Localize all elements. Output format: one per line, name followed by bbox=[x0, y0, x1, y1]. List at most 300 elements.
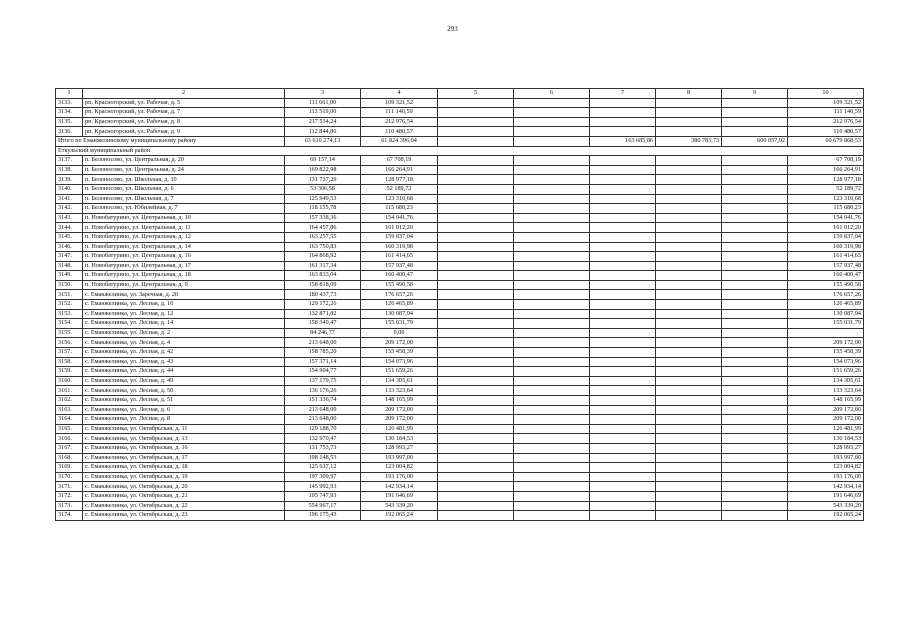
cell-c3: 213 648,00 bbox=[285, 415, 361, 425]
cell-c3: 213 648,00 bbox=[285, 405, 361, 415]
section-label: Еткульский муниципальный район bbox=[56, 146, 864, 156]
row-number: 3146. bbox=[56, 242, 83, 252]
cell-c7 bbox=[590, 501, 656, 511]
cell-c4: 128 993,27 bbox=[361, 443, 438, 453]
cell-c3: 151 336,74 bbox=[285, 396, 361, 406]
cell-c6 bbox=[514, 424, 590, 434]
cell-c9 bbox=[722, 348, 788, 358]
cell-c4: 191 646,69 bbox=[361, 491, 438, 501]
cell-c10: 155 490,58 bbox=[788, 280, 864, 290]
cell-c6 bbox=[514, 309, 590, 319]
cell-c8 bbox=[656, 338, 722, 348]
cell-c9 bbox=[722, 184, 788, 194]
cell-c3: 158 818,09 bbox=[285, 280, 361, 290]
cell-c5 bbox=[438, 482, 514, 492]
cell-c7 bbox=[590, 396, 656, 406]
cell-c6 bbox=[514, 252, 590, 262]
cell-c10: 134 305,61 bbox=[788, 376, 864, 386]
address-cell: п. Белоносово, ул. Школьная, д. 10 bbox=[83, 175, 285, 185]
cell-c5 bbox=[438, 367, 514, 377]
cell-c8 bbox=[656, 98, 722, 108]
cell-c5 bbox=[438, 501, 514, 511]
cell-c8: 380 783,73 bbox=[656, 136, 722, 146]
cell-c3: 158 349,47 bbox=[285, 319, 361, 329]
cell-c4: 123 004,82 bbox=[361, 463, 438, 473]
cell-c6 bbox=[514, 223, 590, 233]
row-number: 3161. bbox=[56, 386, 83, 396]
cell-c8 bbox=[656, 405, 722, 415]
row-number: 3168. bbox=[56, 453, 83, 463]
cell-c3: 125 949,53 bbox=[285, 194, 361, 204]
cell-c7 bbox=[590, 491, 656, 501]
table-row bbox=[56, 232, 864, 242]
cell-c10: 209 172,00 bbox=[788, 405, 864, 415]
cell-c4: 123 310,68 bbox=[361, 194, 438, 204]
cell-c4: 128 977,18 bbox=[361, 175, 438, 185]
cell-c6 bbox=[514, 165, 590, 175]
cell-c10: 154 041,76 bbox=[788, 213, 864, 223]
cell-c5 bbox=[438, 376, 514, 386]
address-cell: с. Еманжелинка, ул. Лесная, д. 8 bbox=[83, 415, 285, 425]
cell-c10: 161 012,20 bbox=[788, 223, 864, 233]
cell-c5 bbox=[438, 280, 514, 290]
cell-c7 bbox=[590, 300, 656, 310]
cell-c5 bbox=[438, 261, 514, 271]
cell-c3: 63 610 274,13 bbox=[285, 136, 361, 146]
cell-c4: 193 176,00 bbox=[361, 472, 438, 482]
address-cell: с. Еманжелинка, ул. Октябрьская, д. 21 bbox=[83, 491, 285, 501]
row-number: 3153. bbox=[56, 309, 83, 319]
cell-c4: 209 172,00 bbox=[361, 405, 438, 415]
cell-c10: 115 680,23 bbox=[788, 204, 864, 214]
cell-c10: 193 176,00 bbox=[788, 472, 864, 482]
cell-c8 bbox=[656, 386, 722, 396]
cell-c4: 543 339,20 bbox=[361, 501, 438, 511]
cell-c7 bbox=[590, 213, 656, 223]
cell-c3: 164 868,92 bbox=[285, 252, 361, 262]
cell-c7 bbox=[590, 108, 656, 118]
cell-c7 bbox=[590, 204, 656, 214]
cell-c8 bbox=[656, 376, 722, 386]
row-number: 3169. bbox=[56, 463, 83, 473]
row-number: 3156. bbox=[56, 338, 83, 348]
cell-c4: 192 065,24 bbox=[361, 511, 438, 521]
column-header: 6 bbox=[514, 89, 590, 99]
cell-c5 bbox=[438, 405, 514, 415]
cell-c8 bbox=[656, 117, 722, 127]
cell-c4: 155 031,79 bbox=[361, 319, 438, 329]
cell-c10: 123 310,68 bbox=[788, 194, 864, 204]
row-number: 3172. bbox=[56, 491, 83, 501]
cell-c10: 67 708,19 bbox=[788, 156, 864, 166]
cell-c8 bbox=[656, 348, 722, 358]
cell-c3: 137 179,75 bbox=[285, 376, 361, 386]
address-cell: с. Еманжелинка, ул. Октябрьская, д. 19 bbox=[83, 472, 285, 482]
cell-c10: 151 659,26 bbox=[788, 367, 864, 377]
cell-c7: 163 685,86 bbox=[590, 136, 656, 146]
column-header: 5 bbox=[438, 89, 514, 99]
cell-c4: 212 976,54 bbox=[361, 117, 438, 127]
cell-c3: 69 157,14 bbox=[285, 156, 361, 166]
row-number: 3134. bbox=[56, 108, 83, 118]
cell-c4: 109 321,52 bbox=[361, 98, 438, 108]
cell-c3: 163 833,04 bbox=[285, 271, 361, 281]
address-cell: с. Еманжелинка, ул. Лесная, д. 51 bbox=[83, 396, 285, 406]
cell-c8 bbox=[656, 357, 722, 367]
cell-c9 bbox=[722, 501, 788, 511]
address-cell: с. Еманжелинка, ул. Октябрьская, д. 20 bbox=[83, 482, 285, 492]
cell-c5 bbox=[438, 184, 514, 194]
address-cell: с. Еманжелинка, ул. Лесная, д. 4 bbox=[83, 338, 285, 348]
cell-c9 bbox=[722, 396, 788, 406]
cell-c7 bbox=[590, 175, 656, 185]
cell-c5 bbox=[438, 396, 514, 406]
cell-c5 bbox=[438, 415, 514, 425]
cell-c6 bbox=[514, 127, 590, 137]
cell-c6 bbox=[514, 261, 590, 271]
row-number: 3139. bbox=[56, 175, 83, 185]
table-row bbox=[56, 98, 864, 108]
table-row bbox=[56, 501, 864, 511]
cell-c8 bbox=[656, 280, 722, 290]
table-row bbox=[56, 319, 864, 329]
row-number: 3158. bbox=[56, 357, 83, 367]
cell-c10: 160 400,47 bbox=[788, 271, 864, 281]
cell-c5 bbox=[438, 271, 514, 281]
cell-c3: 53 306,58 bbox=[285, 184, 361, 194]
cell-c10: 176 657,26 bbox=[788, 290, 864, 300]
row-number: 3159. bbox=[56, 367, 83, 377]
table-row bbox=[56, 472, 864, 482]
cell-c9 bbox=[722, 127, 788, 137]
cell-c4: 166 264,91 bbox=[361, 165, 438, 175]
cell-c3: 163 257,55 bbox=[285, 232, 361, 242]
cell-c7 bbox=[590, 472, 656, 482]
cell-c6 bbox=[514, 280, 590, 290]
cell-c4: 52 189,72 bbox=[361, 184, 438, 194]
cell-c9 bbox=[722, 491, 788, 501]
cell-c7 bbox=[590, 98, 656, 108]
row-number: 3149. bbox=[56, 271, 83, 281]
table-body bbox=[56, 89, 864, 521]
cell-c4: 155 490,58 bbox=[361, 280, 438, 290]
address-cell: с. Еманжелинка, ул. Лесная, д. 42 bbox=[83, 348, 285, 358]
cell-c3: 161 317,34 bbox=[285, 261, 361, 271]
cell-c7 bbox=[590, 434, 656, 444]
table-row bbox=[56, 405, 864, 415]
table-row bbox=[56, 165, 864, 175]
table-row bbox=[56, 443, 864, 453]
table-row bbox=[56, 194, 864, 204]
cell-c6 bbox=[514, 376, 590, 386]
table-row bbox=[56, 204, 864, 214]
cell-c3: 163 750,83 bbox=[285, 242, 361, 252]
cell-c7 bbox=[590, 127, 656, 137]
cell-c5 bbox=[438, 386, 514, 396]
cell-c10: 123 004,82 bbox=[788, 463, 864, 473]
column-header: 3 bbox=[285, 89, 361, 99]
cell-c9 bbox=[722, 271, 788, 281]
cell-c5 bbox=[438, 348, 514, 358]
column-header: 4 bbox=[361, 89, 438, 99]
cell-c6 bbox=[514, 213, 590, 223]
cell-c4: 133 323,64 bbox=[361, 386, 438, 396]
address-cell: с. Еманжелинка, ул. Октябрьская, д. 16 bbox=[83, 443, 285, 453]
cell-c5 bbox=[438, 453, 514, 463]
cell-c4: 160 319,98 bbox=[361, 242, 438, 252]
cell-c4: 176 657,26 bbox=[361, 290, 438, 300]
cell-c9 bbox=[722, 98, 788, 108]
cell-c4: 67 708,19 bbox=[361, 156, 438, 166]
cell-c7 bbox=[590, 165, 656, 175]
cell-c5 bbox=[438, 463, 514, 473]
row-number: 3144. bbox=[56, 223, 83, 233]
cell-c4: 126 465,89 bbox=[361, 300, 438, 310]
cell-c10: 193 997,00 bbox=[788, 453, 864, 463]
cell-c8 bbox=[656, 223, 722, 233]
cell-c9 bbox=[722, 511, 788, 521]
row-number: 3173. bbox=[56, 501, 83, 511]
cell-c9 bbox=[722, 213, 788, 223]
row-number: 3142. bbox=[56, 204, 83, 214]
cell-c8 bbox=[656, 194, 722, 204]
row-number: 3166. bbox=[56, 434, 83, 444]
cell-c4: 110 480,57 bbox=[361, 127, 438, 137]
table-row bbox=[56, 511, 864, 521]
cell-c7 bbox=[590, 252, 656, 262]
cell-c4: 155 458,39 bbox=[361, 348, 438, 358]
address-cell: рп. Красногорский, ул. Рабочая, д. 9 bbox=[83, 127, 285, 137]
address-cell: с. Еманжелинка, ул. Лесная, д. 6 bbox=[83, 405, 285, 415]
cell-c9 bbox=[722, 252, 788, 262]
cell-c6 bbox=[514, 156, 590, 166]
cell-c10: 148 165,99 bbox=[788, 396, 864, 406]
cell-c3: 157 371,14 bbox=[285, 357, 361, 367]
cell-c6 bbox=[514, 491, 590, 501]
cell-c8 bbox=[656, 415, 722, 425]
cell-c6 bbox=[514, 338, 590, 348]
cell-c7 bbox=[590, 415, 656, 425]
table-row bbox=[56, 223, 864, 233]
row-number: 3147. bbox=[56, 252, 83, 262]
cell-c8 bbox=[656, 261, 722, 271]
cell-c6 bbox=[514, 415, 590, 425]
address-cell: с. Еманжелинка, ул. Октябрьская, д. 22 bbox=[83, 501, 285, 511]
cell-c6 bbox=[514, 434, 590, 444]
address-cell: с. Еманжелинка, ул. Лесная, д. 2 bbox=[83, 328, 285, 338]
cell-c8 bbox=[656, 328, 722, 338]
cell-c5 bbox=[438, 232, 514, 242]
cell-c10 bbox=[788, 328, 864, 338]
table-row bbox=[56, 386, 864, 396]
cell-c9 bbox=[722, 415, 788, 425]
cell-c8 bbox=[656, 252, 722, 262]
cell-c5 bbox=[438, 252, 514, 262]
cell-c10: 126 481,99 bbox=[788, 424, 864, 434]
cell-c10: 128 977,18 bbox=[788, 175, 864, 185]
cell-c9 bbox=[722, 453, 788, 463]
cell-c3: 136 176,26 bbox=[285, 386, 361, 396]
cell-c6 bbox=[514, 386, 590, 396]
cell-c3: 112 844,86 bbox=[285, 127, 361, 137]
cell-c9 bbox=[722, 338, 788, 348]
row-number: 3133. bbox=[56, 98, 83, 108]
cell-c9 bbox=[722, 300, 788, 310]
cell-c8 bbox=[656, 165, 722, 175]
cell-c8 bbox=[656, 453, 722, 463]
cell-c7 bbox=[590, 184, 656, 194]
cell-c3: 180 437,73 bbox=[285, 290, 361, 300]
cell-c8 bbox=[656, 271, 722, 281]
cell-c6 bbox=[514, 472, 590, 482]
row-number: 3154. bbox=[56, 319, 83, 329]
cell-c7 bbox=[590, 290, 656, 300]
cell-c9 bbox=[722, 261, 788, 271]
cell-c7 bbox=[590, 261, 656, 271]
table-row bbox=[56, 271, 864, 281]
row-number: 3160. bbox=[56, 376, 83, 386]
cell-c6 bbox=[514, 136, 590, 146]
table-row bbox=[56, 117, 864, 127]
cell-c9 bbox=[722, 309, 788, 319]
cell-c9 bbox=[722, 290, 788, 300]
cell-c10: 166 264,91 bbox=[788, 165, 864, 175]
table-row bbox=[56, 127, 864, 137]
cell-c6 bbox=[514, 290, 590, 300]
row-number: 3145. bbox=[56, 232, 83, 242]
row-number: 3143. bbox=[56, 213, 83, 223]
cell-c5 bbox=[438, 127, 514, 137]
row-number: 3140. bbox=[56, 184, 83, 194]
address-cell: с. Еманжелинка, ул. Октябрьская, д. 23 bbox=[83, 511, 285, 521]
cell-c7 bbox=[590, 482, 656, 492]
cell-c10: 159 837,04 bbox=[788, 232, 864, 242]
cell-c4: 134 305,61 bbox=[361, 376, 438, 386]
address-cell: п. Новобатурино, ул. Центральная, д. 11 bbox=[83, 223, 285, 233]
cell-c3: 132 970,47 bbox=[285, 434, 361, 444]
cell-c3: 118 155,78 bbox=[285, 204, 361, 214]
column-header: 1 bbox=[56, 89, 83, 99]
address-cell: п. Белоносово, ул. Юбилейная, д. 7 bbox=[83, 204, 285, 214]
row-number: 3141. bbox=[56, 194, 83, 204]
cell-c8 bbox=[656, 491, 722, 501]
cell-c3: 129 172,26 bbox=[285, 300, 361, 310]
cell-c4: 111 140,59 bbox=[361, 108, 438, 118]
cell-c3: 196 175,43 bbox=[285, 511, 361, 521]
address-cell: с. Еманжелинка, ул. Лесная, д. 49 bbox=[83, 376, 285, 386]
cell-c10: 192 065,24 bbox=[788, 511, 864, 521]
cell-c5 bbox=[438, 204, 514, 214]
table-row bbox=[56, 213, 864, 223]
section-row bbox=[56, 146, 864, 156]
cell-c7 bbox=[590, 367, 656, 377]
cell-c10: 155 031,79 bbox=[788, 319, 864, 329]
cell-c8 bbox=[656, 175, 722, 185]
cell-c10: 154 073,96 bbox=[788, 357, 864, 367]
address-cell: с. Еманжелинка, ул. Лесная, д. 10 bbox=[83, 300, 285, 310]
table-row bbox=[56, 376, 864, 386]
cell-c6 bbox=[514, 300, 590, 310]
address-cell: п. Белоносово, ул. Школьная, д. 6 bbox=[83, 184, 285, 194]
cell-c5 bbox=[438, 213, 514, 223]
cell-c8 bbox=[656, 501, 722, 511]
cell-c5 bbox=[438, 165, 514, 175]
address-cell: рп. Красногорский, ул. Рабочая, д. 8 bbox=[83, 117, 285, 127]
table-row bbox=[56, 396, 864, 406]
cell-c7 bbox=[590, 232, 656, 242]
address-cell: с. Еманжелинка, ул. Октябрьская, д. 13 bbox=[83, 434, 285, 444]
cell-c4: 130 087,94 bbox=[361, 309, 438, 319]
row-number: 3174. bbox=[56, 511, 83, 521]
cell-c6 bbox=[514, 396, 590, 406]
cell-c6 bbox=[514, 501, 590, 511]
cell-c9 bbox=[722, 175, 788, 185]
cell-c3: 125 637,12 bbox=[285, 463, 361, 473]
cell-c10: 209 172,00 bbox=[788, 415, 864, 425]
cell-c10: 130 087,94 bbox=[788, 309, 864, 319]
cell-c9 bbox=[722, 434, 788, 444]
table-row bbox=[56, 290, 864, 300]
table-row bbox=[56, 463, 864, 473]
cell-c9 bbox=[722, 194, 788, 204]
row-number: 3167. bbox=[56, 443, 83, 453]
table-row bbox=[56, 328, 864, 338]
cell-c4: 151 659,26 bbox=[361, 367, 438, 377]
address-cell: с. Еманжелинка, ул. Лесная, д. 14 bbox=[83, 319, 285, 329]
cell-c7 bbox=[590, 357, 656, 367]
cell-c4: 130 184,53 bbox=[361, 434, 438, 444]
cell-c9 bbox=[722, 443, 788, 453]
cell-c6 bbox=[514, 453, 590, 463]
cell-c5 bbox=[438, 434, 514, 444]
address-cell: п. Новобатурино, ул. Центральная, д. 14 bbox=[83, 242, 285, 252]
cell-c9 bbox=[722, 165, 788, 175]
cell-c3: 213 648,00 bbox=[285, 338, 361, 348]
row-number: 3136. bbox=[56, 127, 83, 137]
cell-c7 bbox=[590, 194, 656, 204]
cell-c9 bbox=[722, 280, 788, 290]
cell-c4: 209 172,00 bbox=[361, 415, 438, 425]
cell-c10: 130 184,53 bbox=[788, 434, 864, 444]
row-number: 3164. bbox=[56, 415, 83, 425]
cell-c4: 0,00 bbox=[361, 328, 438, 338]
cell-c5 bbox=[438, 309, 514, 319]
cell-c7 bbox=[590, 309, 656, 319]
address-cell: с. Еманжелинка, ул. Октябрьская, д. 11 bbox=[83, 424, 285, 434]
table-row bbox=[56, 482, 864, 492]
cell-c3: 111 661,00 bbox=[285, 98, 361, 108]
cell-c5 bbox=[438, 194, 514, 204]
address-cell: рп. Красногорский, ул. Рабочая, д. 5 bbox=[83, 98, 285, 108]
cell-c9 bbox=[722, 204, 788, 214]
cell-c7 bbox=[590, 338, 656, 348]
cell-c5 bbox=[438, 156, 514, 166]
cell-c3: 217 534,24 bbox=[285, 117, 361, 127]
cell-c3: 197 309,97 bbox=[285, 472, 361, 482]
address-cell: п. Новобатурино, ул. Центральная, д. 18 bbox=[83, 271, 285, 281]
row-number: 3152. bbox=[56, 300, 83, 310]
address-cell: п. Новобатурино, ул. Центральная, д. 9 bbox=[83, 280, 285, 290]
row-number: 3162. bbox=[56, 396, 83, 406]
cell-c6 bbox=[514, 271, 590, 281]
cell-c3: 129 188,70 bbox=[285, 424, 361, 434]
cell-c7 bbox=[590, 376, 656, 386]
cell-c5 bbox=[438, 223, 514, 233]
cell-c10: 212 976,54 bbox=[788, 117, 864, 127]
address-cell: с. Еманжелинка, ул. Лесная, д. 43 bbox=[83, 357, 285, 367]
cell-c6 bbox=[514, 117, 590, 127]
cell-c5 bbox=[438, 472, 514, 482]
